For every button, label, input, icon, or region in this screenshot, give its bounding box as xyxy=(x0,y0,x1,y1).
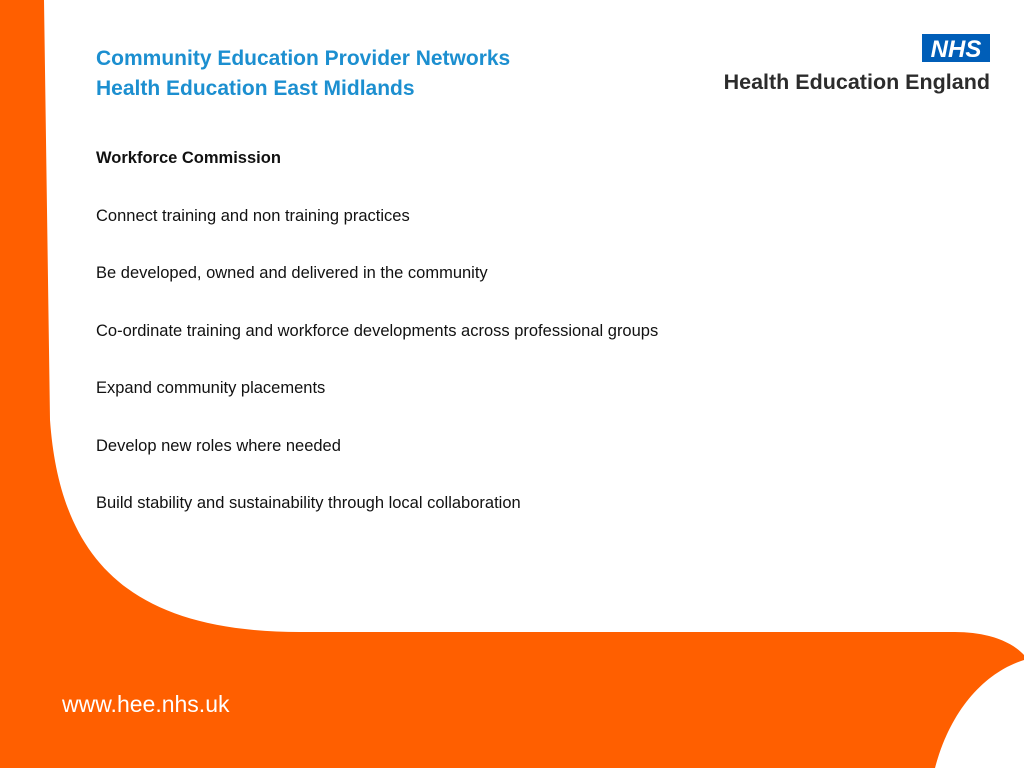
list-item: Build stability and sustainability through local collaboration xyxy=(96,494,521,512)
slide-title-line-1: Community Education Provider Networks xyxy=(96,47,511,70)
list-item: Co-ordinate training and workforce developments across professional groups xyxy=(96,321,659,340)
section-heading: Workforce Commission xyxy=(96,149,281,167)
slide-header xyxy=(96,44,510,104)
nhs-badge-text: NHS xyxy=(930,36,982,63)
footer-website-url: www.hee.nhs.uk xyxy=(62,691,230,717)
list-item: Expand community placements xyxy=(96,379,326,397)
list-item: Connect training and non training practices xyxy=(96,206,410,225)
nhs-hee-logo xyxy=(708,34,998,96)
workforce-commission-list xyxy=(96,146,736,549)
list-item: Be developed, owned and delivered in the community xyxy=(96,264,488,282)
list-item: Develop new roles where needed xyxy=(96,436,341,455)
slide-title-line-2: Health Education East Midlands xyxy=(96,77,415,100)
logo-org-name: Health Education England xyxy=(723,70,990,94)
